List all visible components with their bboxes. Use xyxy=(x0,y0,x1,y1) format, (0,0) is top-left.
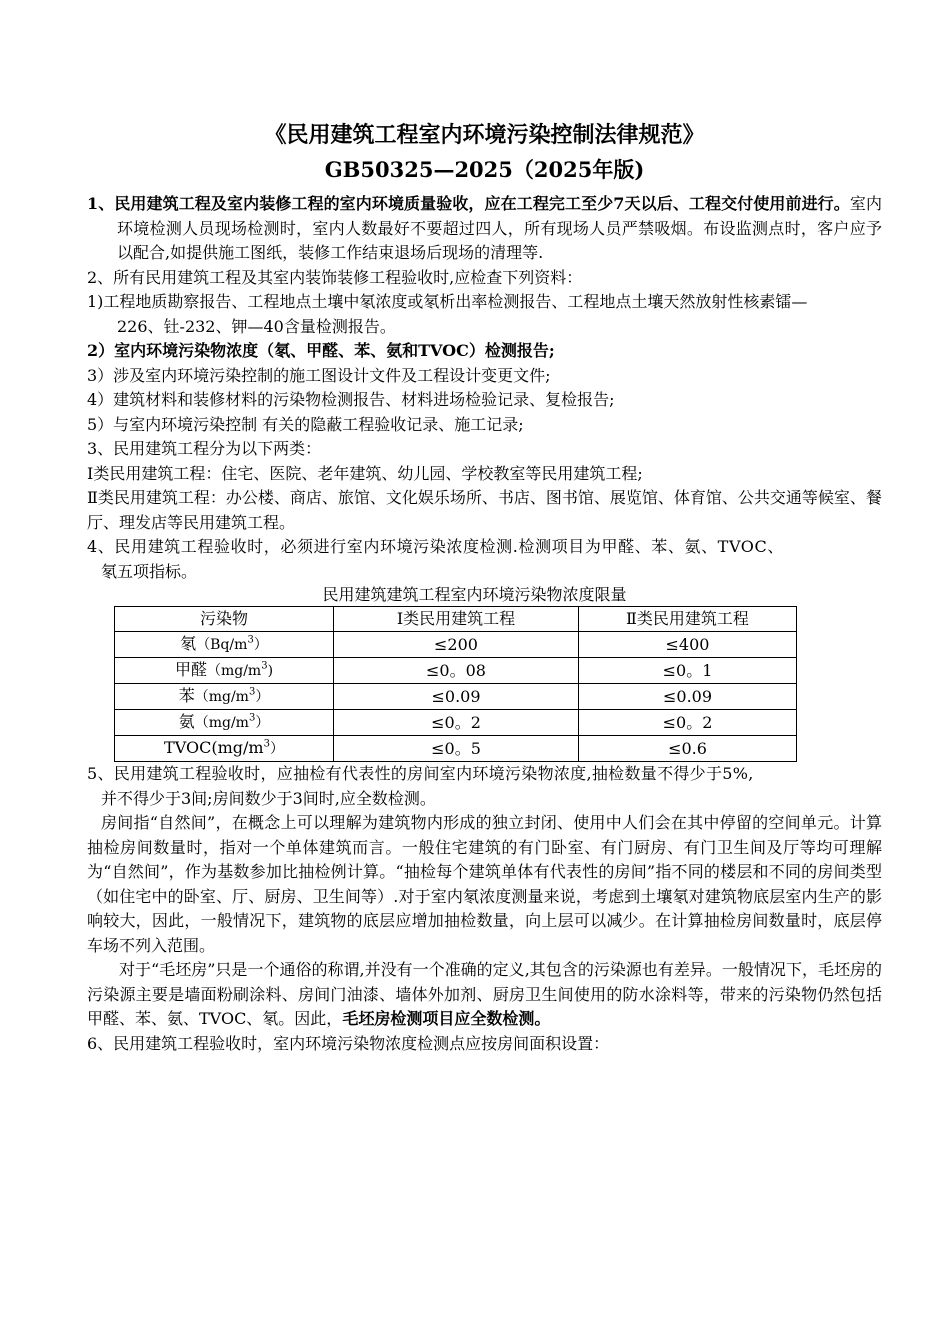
table-cell-pollutant xyxy=(115,658,334,684)
unit-exponent: 3 xyxy=(248,712,256,724)
table-cell: ≤0。5 xyxy=(334,736,579,762)
pollutant-unit-end: ） xyxy=(269,741,284,757)
pollutant-unit: （mg/m xyxy=(206,663,262,679)
unit-exponent: 3 xyxy=(248,686,256,698)
unit-exponent: 3 xyxy=(247,634,254,646)
table-cell: ≤0.09 xyxy=(334,684,579,710)
table-header-row xyxy=(115,607,797,632)
pollutant-unit-end: ） xyxy=(255,715,270,731)
table-row xyxy=(115,710,797,736)
table-row xyxy=(115,632,797,658)
table-cell: ≤0。2 xyxy=(334,710,579,736)
table-cell: ≤400 xyxy=(579,632,797,658)
paragraph-2-item-3: 3）涉及室内环境污染控制的施工图设计文件及工程设计变更文件; xyxy=(87,365,551,385)
paragraph-3-item-2: Ⅱ类民用建筑工程：办公楼、商店、旅馆、文化娱乐场所、书店、图书馆、展览馆、体育馆、公共交通等候室、餐厅、理发店等民用建筑工程。 xyxy=(87,488,882,532)
table-header: 污染物 xyxy=(115,607,334,632)
pollutant-name: 氨 xyxy=(178,712,195,731)
table-cell: ≤0。08 xyxy=(334,658,579,684)
paragraph-5-cont: 并不得少于3间;房间数少于3间时,应全数检测。 xyxy=(101,788,436,808)
paragraph-2-item-2: 2）室内环境污染物浓度（氡、甲醛、苯、氨和TVOC）检测报告; xyxy=(87,341,555,360)
paragraph-5: 5、民用建筑工程验收时，应抽检有代表性的房间室内环境污染物浓度,抽检数量不得少于5%, xyxy=(87,764,754,783)
pollutant-name: 苯 xyxy=(178,686,195,705)
pollutant-unit-end: ） xyxy=(255,689,270,705)
unit-exponent: 3 xyxy=(263,738,270,750)
paragraph-3-item-1: Ⅰ类民用建筑工程：住宅、医院、老年建筑、幼儿园、学校教室等民用建筑工程; xyxy=(87,463,643,483)
paragraph-3: 3、民用建筑工程分为以下两类： xyxy=(87,439,322,458)
table-row xyxy=(115,658,797,684)
limits-table xyxy=(114,606,797,762)
paragraph-4: 4、民用建筑工程验收时，必须进行室内环境污染浓度检测.检测项目为甲醛、苯、氨、TVOC、 xyxy=(87,537,784,556)
table-header: Ⅱ类民用建筑工程 xyxy=(579,607,797,632)
table-row xyxy=(115,684,797,710)
paragraph-1 xyxy=(87,192,882,266)
paragraph-2-item-1: 1)工程地质勘察报告、工程地点土壤中氡浓度或氡析出率检测报告、工程地点土壤天然放射性核素镭—226、钍-232、钾—40含量检测报告。 xyxy=(87,292,808,336)
table-cell: ≤0.09 xyxy=(579,684,797,710)
pollutant-unit-end: ） xyxy=(253,637,268,653)
paragraph-1-bold: 1、民用建筑工程及室内装修工程的室内环境质量验收，应在工程完工至少7天以后、工程交付使用前进行。 xyxy=(87,194,850,213)
table-cell-pollutant xyxy=(115,710,334,736)
doc-subtitle: GB50325—2025（2025年版) xyxy=(324,157,645,182)
paragraph-5-rough-house xyxy=(87,958,882,1032)
pollutant-name: 氡 xyxy=(180,634,197,653)
paragraph-5-rough-house-bold: 毛坯房检测项目应全数检测。 xyxy=(342,1009,551,1028)
table-cell: ≤0。2 xyxy=(579,710,797,736)
paragraph-6: 6、民用建筑工程验收时，室内环境污染物浓度检测点应按房间面积设置： xyxy=(87,1033,610,1053)
paragraph-5-room-definition: 房间指“自然间”，在概念上可以理解为建筑物内形成的独立封闭、使用中人们会在其中停留的空间单元。计算抽检房间数量时，指对一个单体建筑而言。一般住宅建筑的有门卧室、有门厨房、有门卫生间及厅等均可理解为“自然间”，作为基数参加比抽检例计算。“抽检每个建筑单体有代表性的房间”指不同的楼层和不同的房间类型（如住宅中的卧室、厅、厨房、卫生间等）.对于室内氡浓度测量来说，考虑到土壤氡对建筑物底层室内生产的影响较大，因此，一般情况下，建筑物的底层应增加抽检数量，向上层可以减少。在计算抽检房间数量时，底层停车场不列入范围。 xyxy=(87,813,882,955)
table-row xyxy=(115,736,797,762)
paragraph-5-rough-house-text: 对于“毛坯房”只是一个通俗的称谓,并没有一个准确的定义,其包含的污染源也有差异。一般情况下，毛坯房的污染源主要是墙面粉刷涂料、房间门油漆、墙体外加剂、厨房卫生间使用的防水涂料等，带来的污染物仍然包括甲醛、苯、氨、TVOC、氡。因此， xyxy=(87,960,882,1028)
paragraph-2-item-4: 4）建筑材料和装修材料的污染物检测报告、材料进场检验记录、复检报告; xyxy=(87,390,615,409)
paragraph-4-cont: 氡五项指标。 xyxy=(101,561,198,581)
table-cell-pollutant xyxy=(115,684,334,710)
table-caption: 民用建筑建筑工程室内环境污染物浓度限量 xyxy=(322,585,627,604)
table-cell-pollutant xyxy=(115,632,334,658)
table-cell: ≤200 xyxy=(334,632,579,658)
table-cell: ≤0.6 xyxy=(579,736,797,762)
pollutant-unit: （mg/m xyxy=(194,715,249,731)
pollutant-unit-end: ) xyxy=(267,663,274,679)
paragraph-2: 2、所有民用建筑工程及其室内装饰装修工程验收时,应检查下列资料： xyxy=(87,267,583,287)
pollutant-name: TVOC(mg/m xyxy=(164,738,264,757)
table-cell: ≤0。1 xyxy=(579,658,797,684)
table-header: Ⅰ类民用建筑工程 xyxy=(334,607,579,632)
paragraph-1-rest: 室内环境检测人员现场检测时，室内人数最好不要超过四人，所有现场人员严禁吸烟。布设监测点时，客户应予以配合,如提供施工图纸，装修工作结束退场后现场的清理等. xyxy=(117,194,882,262)
pollutant-unit: （Bq/m xyxy=(196,637,248,653)
pollutant-name: 甲醛 xyxy=(174,660,207,679)
unit-exponent: 3 xyxy=(261,660,268,672)
pollutant-unit: （mg/m xyxy=(194,689,249,705)
doc-title: 《民用建筑工程室内环境污染控制法律规范》 xyxy=(264,122,705,148)
table-cell-pollutant xyxy=(115,736,334,762)
paragraph-2-item-5: 5）与室内环境污染控制 有关的隐蔽工程验收记录、施工记录; xyxy=(87,414,524,434)
